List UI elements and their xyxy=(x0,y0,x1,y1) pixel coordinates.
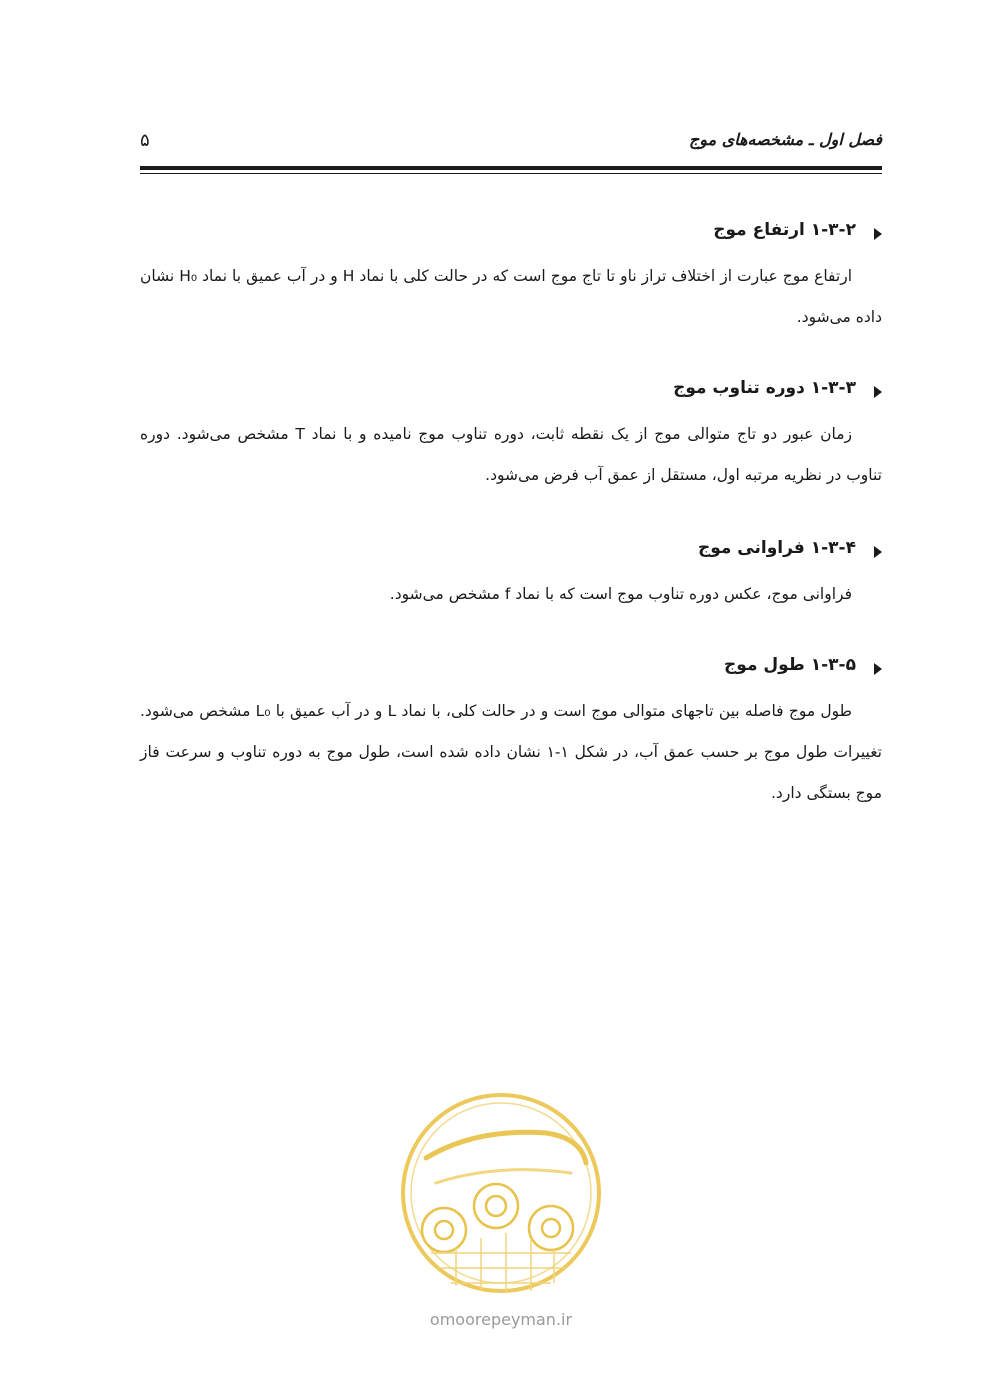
section-title: ارتفاع موج xyxy=(713,220,805,240)
section-body: فراوانی موج، عکس دوره تناوب موج است که با نماد f مشخص می‌شود. xyxy=(389,585,852,603)
section-wave-height xyxy=(140,220,882,338)
section-number: ۱-۳-۴ xyxy=(810,538,856,558)
section-body: زمان عبور دو تاج متوالی موج از یک نقطه ثابت، دوره تناوب موج نامیده و با نماد T مشخص می‌شود. دوره تناوب در نظریه مرتبه اول، مستقل از عمق آب فرض می‌شود. xyxy=(140,425,882,484)
section-heading xyxy=(140,220,882,250)
bullet-icon xyxy=(874,546,882,558)
section-number: ۱-۳-۵ xyxy=(810,655,856,675)
section-heading xyxy=(140,538,882,568)
section-number: ۱-۳-۳ xyxy=(810,378,856,398)
section-wave-period xyxy=(140,378,882,496)
section-wave-frequency xyxy=(140,538,882,615)
section-title: فراوانی موج xyxy=(697,538,805,558)
chapter-title: فصل اول ـ مشخصه‌های موج xyxy=(688,130,882,149)
section-body: ارتفاع موج عبارت از اختلاف تراز ناو تا تاج موج است که در حالت کلی با نماد H و در آب عمیق با نماد H₀ نشان داده می‌شود. xyxy=(140,267,882,326)
section-heading-text xyxy=(713,220,856,240)
section-heading xyxy=(140,378,882,408)
section-heading xyxy=(140,655,882,685)
bullet-icon xyxy=(874,228,882,240)
section-title: طول موج xyxy=(724,655,805,675)
page-number: ۵ xyxy=(140,130,150,151)
section-body: طول موج فاصله بین تاجهای متوالی موج است و در حالت کلی، با نماد L و در آب عمیق با L₀ مشخص می‌شود. تغییرات طول موج بر حسب عمق آب، در شکل ۱-۱ نشان داده شده است، طول موج به دوره تناوب و سرعت فاز موج بستگی دارد. xyxy=(140,702,882,802)
header-rule-thin xyxy=(140,173,882,174)
section-heading-text xyxy=(673,378,856,398)
section-heading-text xyxy=(698,538,856,558)
header-rule-thick xyxy=(140,166,882,170)
section-heading-text xyxy=(724,655,856,675)
section-title: دوره تناوب موج xyxy=(673,378,805,398)
bullet-icon xyxy=(874,386,882,398)
gear-logo-icon xyxy=(396,1088,606,1298)
watermark-caption: omoorepeyman.ir xyxy=(429,1310,573,1329)
bullet-icon xyxy=(874,663,882,675)
section-wave-length xyxy=(140,655,882,814)
page-header xyxy=(140,128,882,158)
section-number: ۱-۳-۲ xyxy=(810,220,856,240)
